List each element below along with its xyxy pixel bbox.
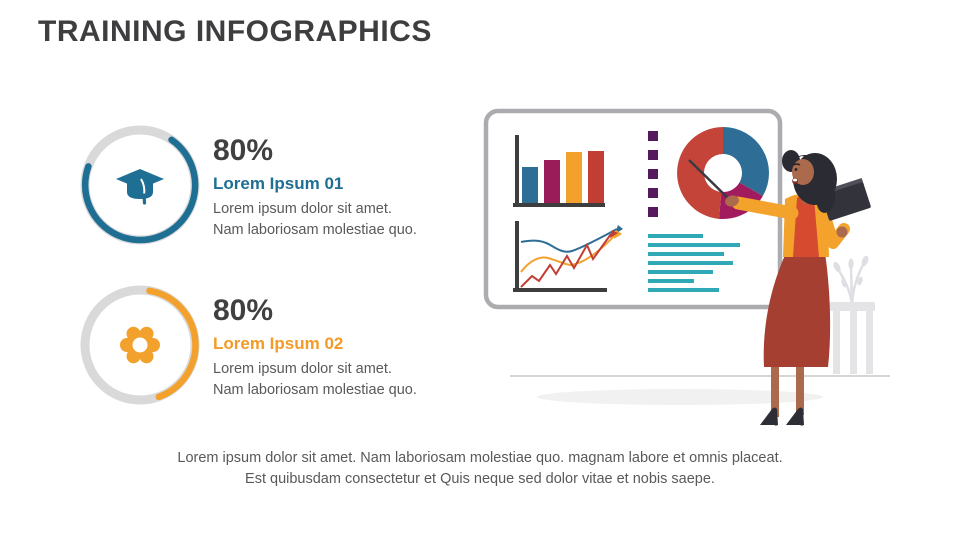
progress-ring-2 [78,283,202,407]
plant-stand [829,255,875,374]
stat-body-line2: Nam laboriosam molestiae quo. [213,222,417,239]
stat-body-line1: Lorem ipsum dolor sit amet. [213,201,392,217]
slide-title: TRAINING INFOGRAPHICS [38,15,432,48]
presentation-illustration [470,95,910,440]
footer-line2: Est quibusdam consectetur et Quis neque sed dolor vitae et nobis saepe. [245,471,715,488]
stat-heading: Lorem Ipsum 01 [213,174,344,193]
stat-item-1 [78,123,478,283]
stat-item-2 [78,283,478,443]
high-heel-shoes [760,408,804,426]
stat-body [213,199,473,241]
stat-percent: 80% [213,294,274,327]
stat-body [213,359,473,401]
footer-text [0,448,960,490]
stat-heading: Lorem Ipsum 02 [213,334,344,353]
progress-ring-1 [78,123,202,247]
footer-line1: Lorem ipsum dolor sit amet. Nam laboriosam molestiae quo. magnam labore et omnis placeat. [177,450,783,466]
stat-body-line1: Lorem ipsum dolor sit amet. [213,361,392,377]
stat-percent: 80% [213,134,274,167]
stat-body-line2: Nam laboriosam molestiae quo. [213,382,417,399]
floor-shadow [537,389,823,405]
